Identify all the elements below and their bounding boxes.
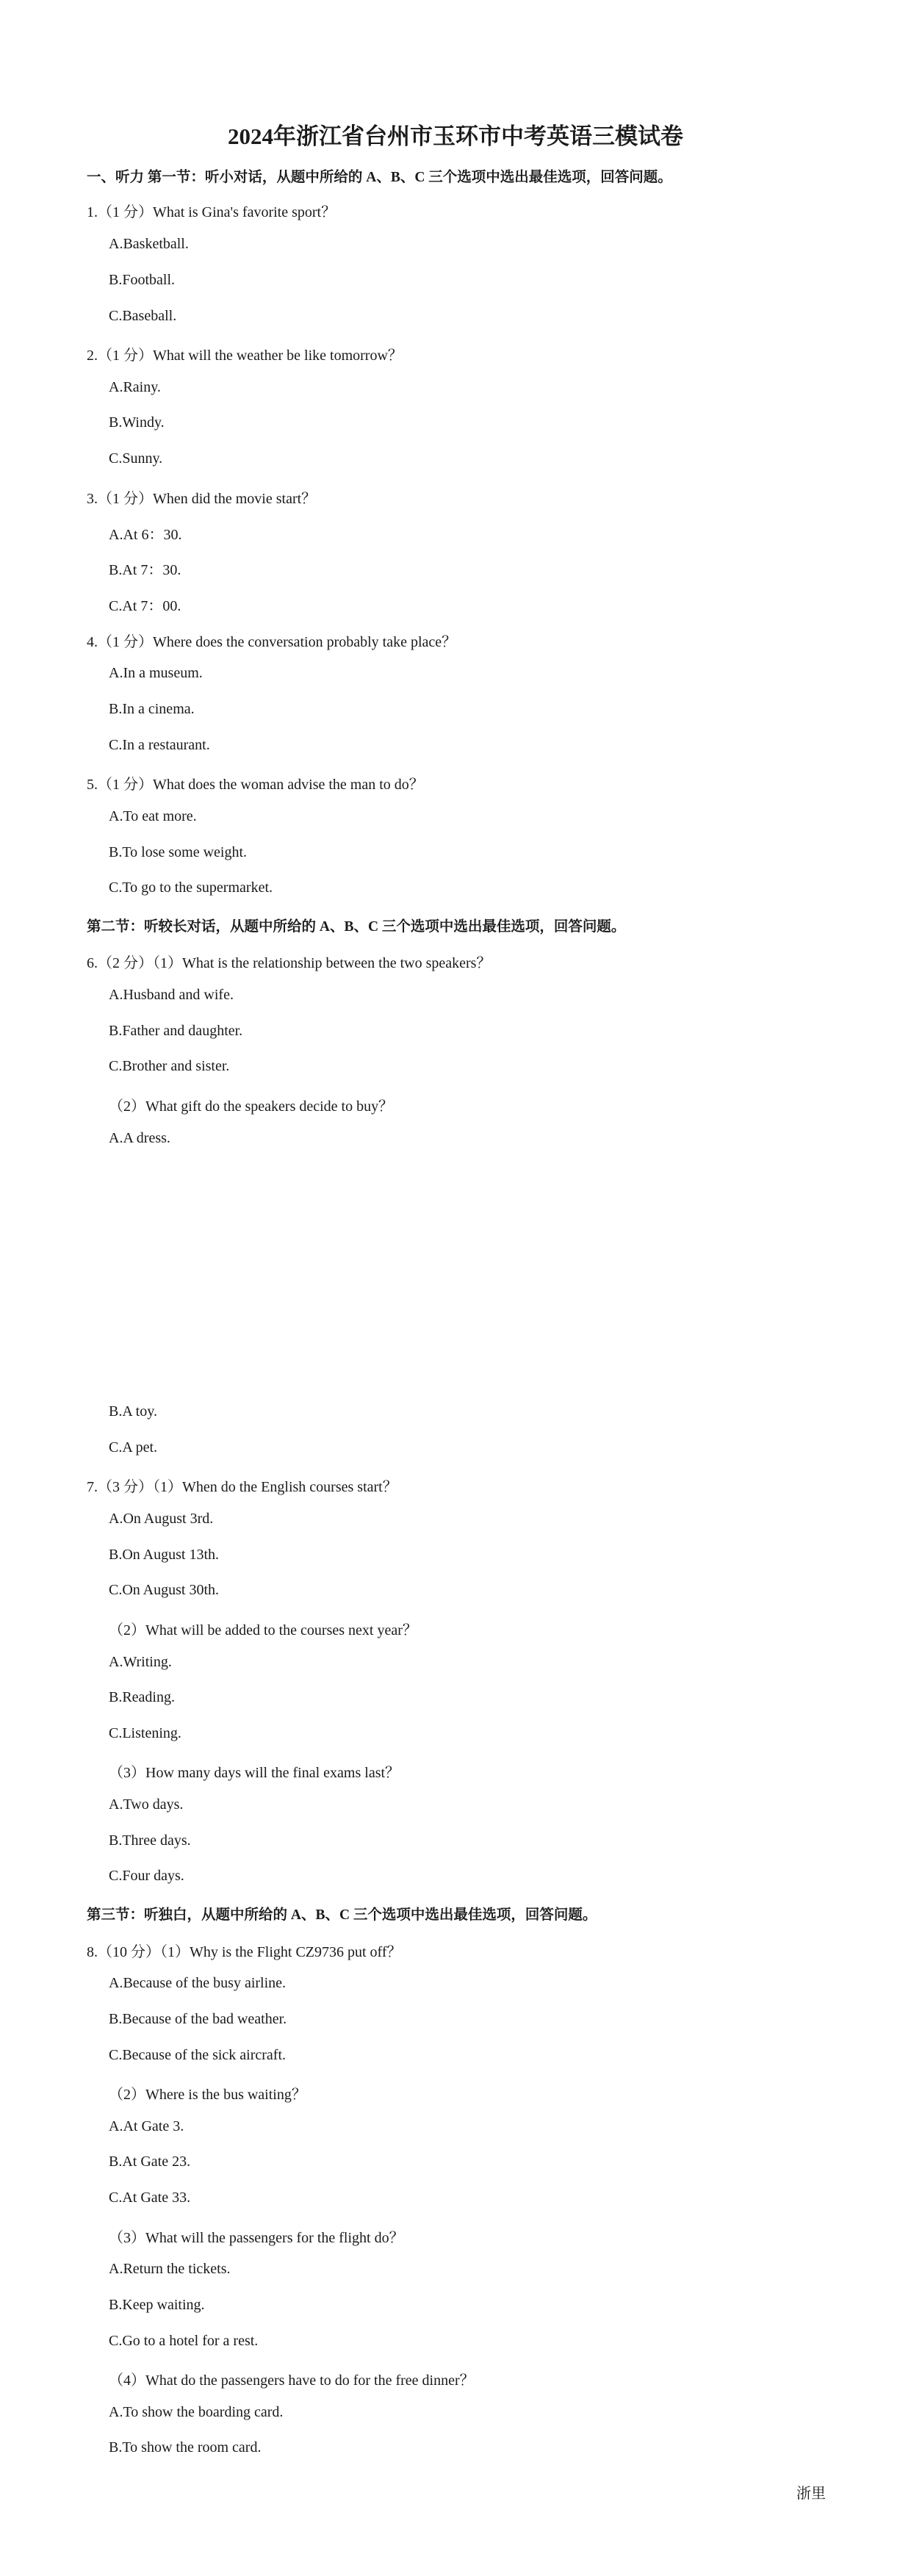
option-5a: A.To eat more. [109, 808, 197, 824]
option-4c: C.In a restaurant. [109, 737, 210, 753]
option-8-2a: A.At Gate 3. [109, 2118, 184, 2134]
option-8-2b: B.At Gate 23. [109, 2154, 191, 2170]
option-7-1c: C.On August 30th. [109, 1582, 220, 1598]
section-heading-3: 第三节：听独白，从题中所给的 A、B、C 三个选项中选出最佳选项，回答问题。 [87, 1907, 597, 1923]
question-6: 6.（2 分）（1）What is the relationship between the two speakers？ [87, 955, 491, 971]
section-heading-2: 第二节：听较长对话，从题中所给的 A、B、C 三个选项中选出最佳选项，回答问题。 [87, 919, 626, 935]
question-7-2: （2）What will be added to the courses next year？ [109, 1622, 417, 1638]
option-3a: A.At 6：30. [109, 527, 182, 543]
option-6-1a: A.Husband and wife. [109, 987, 234, 1003]
option-8-1b: B.Because of the bad weather. [109, 2011, 287, 2027]
question-8: 8.（10 分）（1）Why is the Flight CZ9736 put off？ [87, 1944, 402, 1960]
option-4b: B.In a cinema. [109, 701, 195, 717]
option-6-2c: C.A pet. [109, 1439, 158, 1456]
option-7-2c: C.Listening. [109, 1725, 181, 1741]
option-8-4a: A.To show the boarding card. [109, 2404, 284, 2420]
question-8-2: （2）Where is the bus waiting？ [109, 2087, 306, 2103]
option-5c: C.To go to the supermarket. [109, 879, 273, 896]
option-6-1b: B.Father and daughter. [109, 1023, 243, 1039]
option-8-3a: A.Return the tickets. [109, 2261, 231, 2277]
option-8-1c: C.Because of the sick aircraft. [109, 2047, 287, 2063]
question-7-3: （3）How many days will the final exams last？ [109, 1765, 400, 1781]
option-2a: A.Rainy. [109, 379, 161, 395]
question-5: 5.（1 分）What does the woman advise the man to do？ [87, 777, 424, 793]
option-5b: B.To lose some weight. [109, 844, 248, 860]
option-1c: C.Baseball. [109, 308, 177, 324]
option-7-3a: A.Two days. [109, 1796, 184, 1813]
question-3: 3.（1 分）When did the movie start？ [87, 491, 317, 507]
option-1b: B.Football. [109, 272, 176, 288]
question-6-2: （2）What gift do the speakers decide to buy？ [109, 1098, 394, 1115]
option-8-2c: C.At Gate 33. [109, 2190, 191, 2206]
option-7-2b: B.Reading. [109, 1689, 175, 1705]
option-7-1b: B.On August 13th. [109, 1547, 220, 1563]
option-2b: B.Windy. [109, 414, 165, 431]
option-8-3c: C.Go to a hotel for a rest. [109, 2333, 259, 2349]
option-2c: C.Sunny. [109, 450, 163, 467]
option-7-3b: B.Three days. [109, 1832, 191, 1849]
option-7-3c: C.Four days. [109, 1868, 184, 1884]
option-7-1a: A.On August 3rd. [109, 1511, 214, 1527]
option-8-3b: B.Keep waiting. [109, 2297, 205, 2313]
page-title: 2024年浙江省台州市玉环市中考英语三模试卷 [228, 123, 683, 149]
question-2: 2.（1 分）What will the weather be like tomorrow？ [87, 348, 403, 364]
option-8-4b: B.To show the room card. [109, 2439, 262, 2456]
option-6-1c: C.Brother and sister. [109, 1058, 230, 1074]
option-3b: B.At 7：30. [109, 562, 181, 578]
question-7: 7.（3 分）（1）When do the English courses start？ [87, 1479, 397, 1495]
question-1: 1.（1 分）What is Gina's favorite sport？ [87, 204, 336, 220]
section-heading-1: 一、听力 第一节：听小对话，从题中所给的 A、B、C 三个选项中选出最佳选项，回答问题。 [87, 170, 672, 185]
option-6-2b: B.A toy. [109, 1403, 157, 1420]
option-3c: C.At 7：00. [109, 598, 181, 614]
question-4: 4.（1 分）Where does the conversation probably take place？ [87, 634, 457, 650]
option-6-2a: A.A dress. [109, 1130, 170, 1146]
option-4a: A.In a museum. [109, 665, 203, 681]
option-7-2a: A.Writing. [109, 1654, 172, 1670]
footer-watermark: 浙里 [796, 2486, 826, 2502]
question-8-3: （3）What will the passengers for the flight do？ [109, 2230, 404, 2246]
question-8-4: （4）What do the passengers have to do for the free dinner？ [109, 2372, 475, 2389]
option-8-1a: A.Because of the busy airline. [109, 1975, 287, 1991]
option-1a: A.Basketball. [109, 236, 189, 252]
